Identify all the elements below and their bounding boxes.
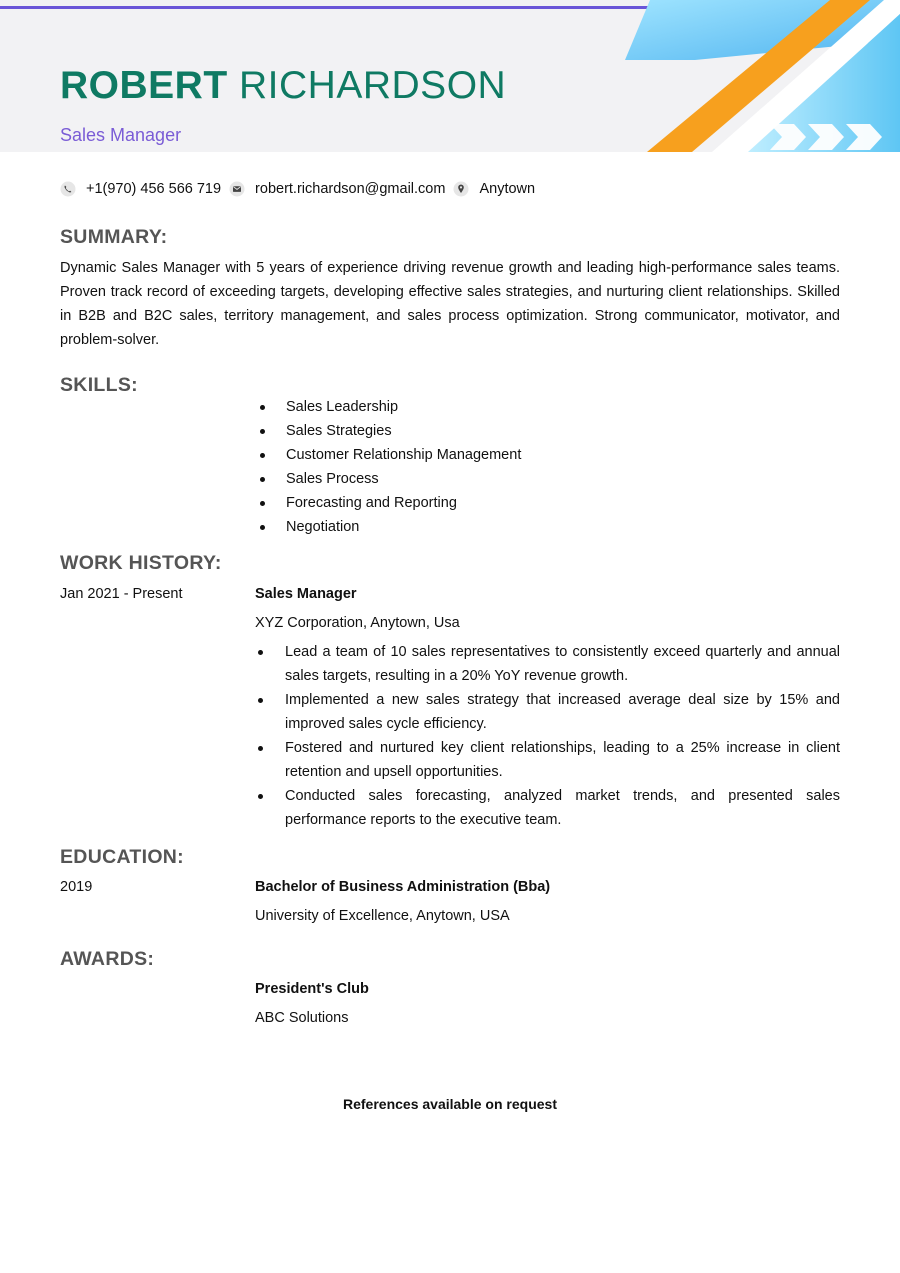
awards-heading: AWARDS: xyxy=(60,948,155,970)
job-duties-list xyxy=(255,640,840,832)
duty-item: Fostered and nurtured key client relationships, leading to a 25% increase in client retention and upsell opportunities. xyxy=(255,736,840,784)
job-role: Sales Manager xyxy=(255,586,357,602)
first-name: ROBERT xyxy=(60,64,228,107)
skill-item: Sales Strategies xyxy=(259,419,521,443)
duty-item: Conducted sales forecasting, analyzed market trends, and presented sales performance reports to the executive team. xyxy=(255,784,840,832)
job-title: Sales Manager xyxy=(60,125,182,145)
contact-location xyxy=(453,181,535,197)
phone-icon xyxy=(60,181,76,197)
header-banner xyxy=(0,0,900,152)
candidate-name xyxy=(60,62,506,110)
summary-text: Dynamic Sales Manager with 5 years of experience driving revenue growth and leading high-performance sales teams. Proven track record of exceeding targets, developing effective sales strategies, and nurturing client relationships. Skilled in B2B and B2C sales, territory management, and sales process optimization. Strong communicator, motivator, and problem-solver. xyxy=(60,260,840,348)
education-heading: EDUCATION: xyxy=(60,846,184,868)
contact-row xyxy=(60,179,543,199)
chevron-arrows xyxy=(770,124,882,150)
last-name: RICHARDSON xyxy=(239,64,507,107)
email-text: robert.richardson@gmail.com xyxy=(255,181,446,197)
summary-heading: SUMMARY: xyxy=(60,226,168,248)
duty-item: Implemented a new sales strategy that increased average deal size by 15% and improved sales cycle efficiency. xyxy=(255,688,840,736)
work-history-heading: WORK HISTORY: xyxy=(60,552,222,574)
education-school: University of Excellence, Anytown, USA xyxy=(255,908,510,924)
duty-item: Lead a team of 10 sales representatives to consistently exceed quarterly and annual sales targets, resulting in a 20% YoY revenue growth. xyxy=(255,640,840,688)
contact-phone xyxy=(60,181,221,197)
contact-email xyxy=(229,181,445,197)
skills-list xyxy=(259,395,521,539)
location-pin-icon xyxy=(453,181,469,197)
references-note: References available on request xyxy=(343,1096,557,1112)
skill-item: Negotiation xyxy=(259,515,521,539)
email-icon xyxy=(229,181,245,197)
phone-text: +1(970) 456 566 719 xyxy=(86,181,222,197)
award-name: President's Club xyxy=(255,981,369,997)
job-dates: Jan 2021 - Present xyxy=(60,586,183,602)
job-company: XYZ Corporation, Anytown, Usa xyxy=(255,615,460,631)
skill-item: Sales Leadership xyxy=(259,395,521,419)
skill-item: Sales Process xyxy=(259,467,521,491)
skill-item: Customer Relationship Management xyxy=(259,443,521,467)
education-degree: Bachelor of Business Administration (Bba) xyxy=(255,879,551,895)
skill-item: Forecasting and Reporting xyxy=(259,491,521,515)
skills-heading: SKILLS: xyxy=(60,374,138,396)
education-year: 2019 xyxy=(60,879,93,895)
award-org: ABC Solutions xyxy=(255,1010,349,1026)
location-text: Anytown xyxy=(479,181,536,197)
